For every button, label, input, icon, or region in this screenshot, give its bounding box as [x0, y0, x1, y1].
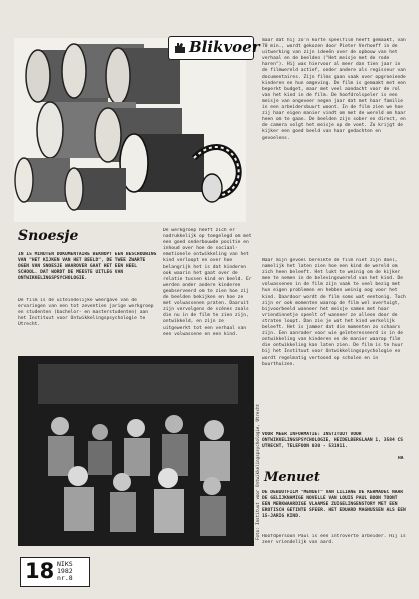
menuet-lead: DE DEBUUTFILM "MENUET" VAN LILIANE DE KERMADEC NAAR DE GELIJKNAMIGE NOVELLE VAN LOUIS PAUL BOON TOONT EEN MERKWAARDIGE VLAAMSE ZUIGELINGENSTORY MET EEN EROTISCH GETINTE SFEER. HET EDUARD MAGNUSSEN ALS EEN 15-JARIG KIND.	[262, 490, 406, 520]
photo-credit: Foto: Instituut voor Ontwikkelingspsychologie, Utrecht	[255, 403, 260, 540]
column-badge	[168, 36, 260, 60]
page-number: 18	[25, 559, 55, 583]
magazine-name: NIKS	[57, 560, 73, 568]
right-column-middle: Naar mijn gevoel bereikte de film niet zijn doel, namelijk het laten zien hoe een kind de wereld om zich heen beleeft. Het lukt te weinig om de kijker mee te nemen in de belevingswereld van het kind. De volwassenen in de film zijn vaak te veel bezig met hun eigen problemen en hebben weinig oog voor het kind. Daardoor wordt de film soms wat eentonig. Toch zijn er ook momenten waarop de film wel overtuigt, bijvoorbeeld wanneer het meisje samen met haar vriendinnetje speelt of wanneer ze alleen door de straten loopt. Dan zie je wat het kind werkelijk beleeft. Het is jammer dat die momenten zo schaars zijn. Een aanrader voor wie geïnteresseerd is in de ontwikkeling van kinderen en de manier waarop film die ontwikkeling kan laten zien. De film is te huur bij het Instituut voor Ontwikkelingspsychologie en wordt regelmatig vertoond op scholen en in buurthuizen.	[262, 258, 406, 367]
column-title: Blikvoer	[189, 38, 260, 56]
audience-photo	[18, 356, 254, 546]
snoesje-title: Snoesje	[18, 228, 79, 244]
menuet-title: Menuet	[264, 470, 320, 485]
hand-logo-icon	[172, 40, 188, 56]
page-number-box	[20, 557, 90, 587]
snoesje-lead: IN 15 MINUTEN DOKUMENTAIRE BEKNOPT EEN BESCHOUWING VAN "HET KIJKEN VAN HET BEELD", DE TWEE ZWARTE OGEN VAN SNOESJE WAAROVER GAAT HET EEN HEEL SCHOOL. DAT WORDT DE MEESTE UITLEG VAN ONTWIKKELINGSPSYCHOLOGIE.	[18, 252, 157, 282]
author-initials: HA	[398, 456, 404, 461]
snoesje-body-right: De werkgroep heeft zich er nadrukkelijk op toegelegd om met een goed onderbouwde positie en inhoud over hoe de sociaal-emotionele ontwikkeling van het kind verloopt en over hoe belangrijk het is dat kinderen ook waarin het gaat over de relatie tussen kind en beeld. Er werden onder andere kinderen geobserveerd om te zien hoe zij de beelden bekijken en hoe ze met volwassenen praten. Daaruit zijn vervolgens de scènes zoals die nu in de film te zien zijn, ontwikkeld, en zijn ze uitgewerkt tot een verhaal van een volwassene en een kind.	[163, 228, 252, 337]
menuet-body: Hoofdpersoon Paul is een introverte arbeider. Hij is zeer vriendelijk van aard.	[262, 534, 406, 546]
snoesje-body-left: De film is de uiteindelijke weergave van de ervaringen van een tot zeventien jarige werkgroep en studenten (bachelor- en masterstudenten) aan het Instituut voor Ontwikkelingspsychologie te Utrecht.	[18, 298, 154, 328]
right-column-top: maar dat hij zo'n korte speelfilm heeft gemaakt, van 70 min., wordt gekozen door Pieter Verhoeff in de uitwerking van zijn ideeën over de opbouw van het verhaal en de beelden ("Het meisje met de rode haren"). Hij was hiervoor al meer dan tien jaar in de filmwereld actief, onder andere als regisseur van documentaires. Zijn films gaan vaak over opgroeiende kinderen en hun omgeving. De film is gemaakt met een beperkt budget, maar met veel aandacht voor de rol van het kind in de film. De hoofdrolspeler is een meisje van ongeveer negen jaar dat met haar familie in een arbeidersbuurt woont. In de film zien we hoe zij haar eigen manier vindt om met de wereld om haar heen om te gaan. De beelden zijn sober en direct, en de camera volgt het meisje op de voet. Zo krijgt de kijker een goed beeld van haar gedachten en gevoelens.	[262, 38, 406, 141]
contact-info: VOOR MEER INFORMATIE: INSTITUUT VOOR ONTWIKKELINGSPSYCHOLOGIE, HEIDELBERGLAAN 1, 3584 CS UTRECHT, TELEFOON 030 - 531911.	[262, 432, 404, 450]
issue-info	[57, 561, 73, 582]
issue-number: nr.8	[57, 574, 73, 582]
issue-year: 1982	[57, 567, 73, 575]
film-rolls-illustration	[14, 38, 246, 222]
